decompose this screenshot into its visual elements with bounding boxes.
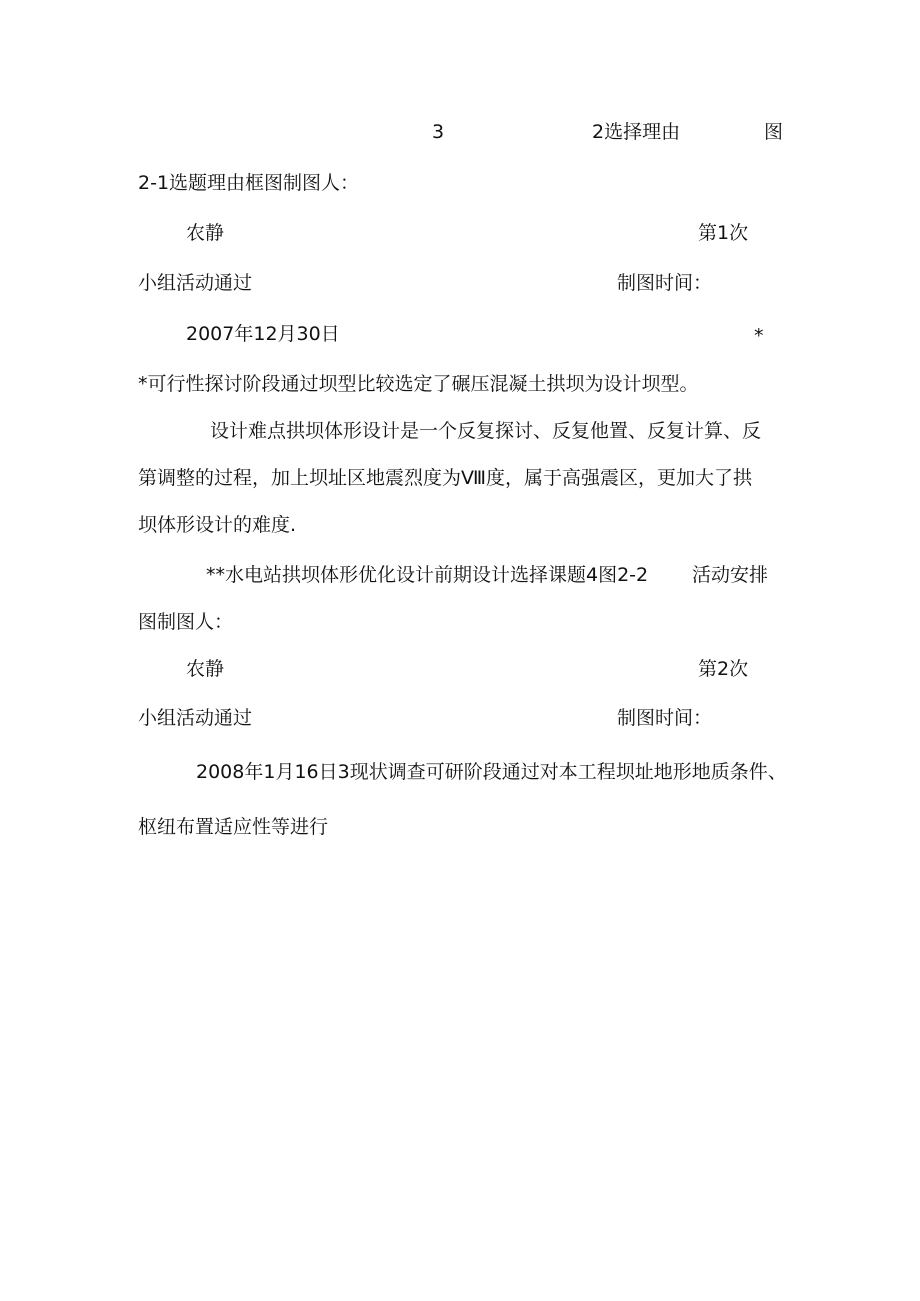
- date-1: 2007年12月30日: [186, 323, 340, 345]
- figure-author-label: 图制图人：: [138, 611, 234, 633]
- asterisk-mark: *: [754, 325, 764, 347]
- survey-line: 2008年1月16日3现状调查可研阶段通过对本工程坝址地形地质条件、: [196, 761, 787, 783]
- paragraph-line-2: 第调整的过程，加上坝址区地震烈度为Ⅷ度，属于高强震区，更加大了拱: [138, 467, 753, 489]
- activity-count-1: 第1次: [698, 222, 749, 244]
- draw-time-label-1: 制图时间：: [617, 272, 713, 294]
- author-name-1: 农静: [186, 222, 225, 244]
- group-pass-2: 小组活动通过: [138, 707, 253, 729]
- feasibility-text: *可行性探讨阶段通过坝型比较选定了碾压混凝土拱坝为设计坝型。: [138, 373, 699, 395]
- draw-time-label-2: 制图时间：: [617, 707, 713, 729]
- paragraph-line-1: 设计难点拱坝体形设计是一个反复探讨、反复他置、反复计算、反: [210, 420, 762, 442]
- paragraph-line-3: 坝体形设计的难度.: [138, 514, 297, 536]
- line1-number: 3: [432, 121, 445, 143]
- figure-caption-2-1: 2-1选题理由框图制图人：: [138, 172, 360, 194]
- line1-reason: 2选择理由: [592, 121, 681, 143]
- line1-figure: 图: [764, 121, 784, 143]
- activity-count-2: 第2次: [698, 658, 749, 680]
- topic-line: **水电站拱坝体形优化设计前期设计选择课题4图2-2: [206, 564, 649, 586]
- author-name-2: 农静: [186, 658, 225, 680]
- survey-line-cont: 枢纽布置适应性等进行: [138, 816, 329, 838]
- activity-plan: 活动安排: [692, 564, 769, 586]
- group-pass-1: 小组活动通过: [138, 272, 253, 294]
